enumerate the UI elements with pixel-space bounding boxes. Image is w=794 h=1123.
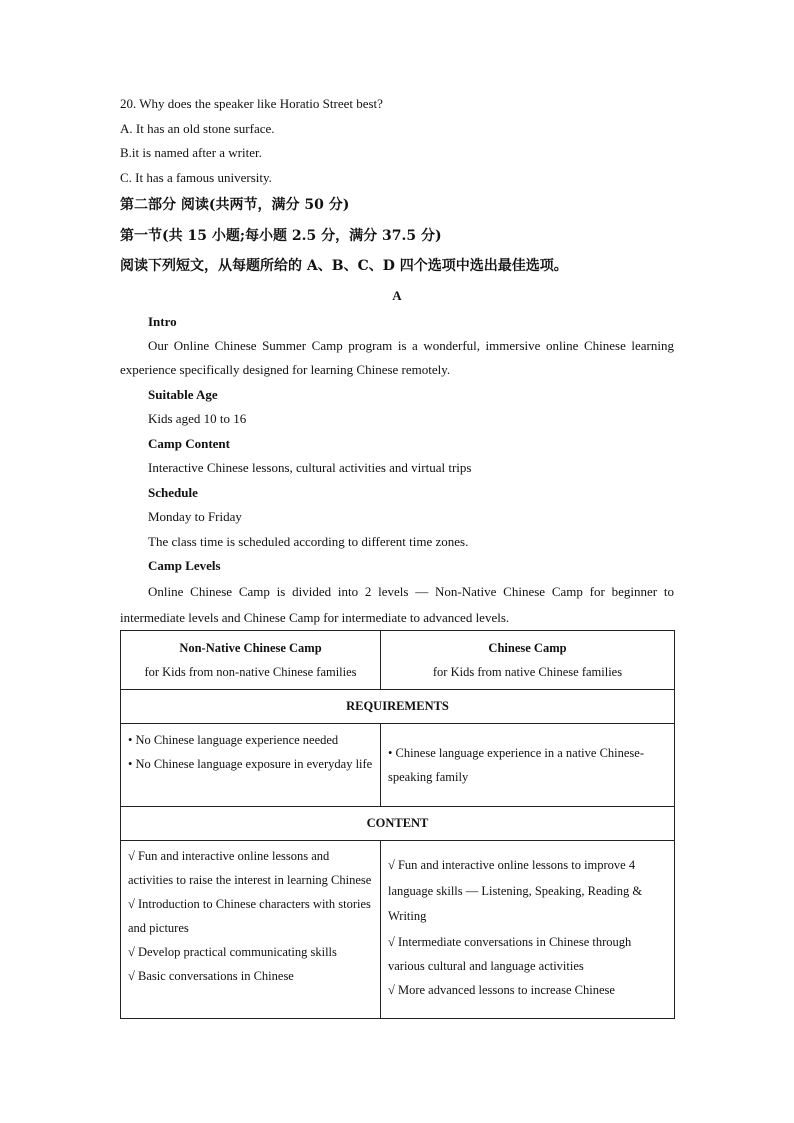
col1-header (121, 631, 381, 690)
instruction-text: 阅读下列短文，从每题所给的 A、B、C、D 四个选项中选出最佳选项。 (120, 258, 568, 274)
requirements-col1 (121, 724, 381, 807)
col1-subtitle: for Kids from non-native Chinese families (144, 665, 357, 679)
content-col1 (121, 841, 381, 1019)
schedule-days: Monday to Friday (148, 509, 242, 524)
content-label: CONTENT (121, 807, 675, 841)
intro-paragraph (120, 334, 674, 382)
table-header-row (121, 631, 675, 690)
part-two-heading: 第二部分 阅读(共两节，满分 50 分) (120, 197, 350, 213)
list-item: √ Fun and interactive online lessons to improve 4 language skills — Listening, Speaking, Reading & Writing (388, 858, 643, 923)
age-heading: Suitable Age (148, 386, 218, 402)
schedule-heading: Schedule (148, 484, 198, 500)
requirements-row (121, 724, 675, 807)
list-item: √ Develop practical communicating skills (128, 945, 337, 959)
content-col2 (381, 841, 675, 1019)
col2-subtitle: for Kids from native Chinese families (432, 665, 623, 679)
intro-heading: Intro (148, 313, 177, 329)
content-label-row (121, 807, 675, 841)
camp-comparison-table (120, 630, 675, 1019)
col2-header (381, 631, 675, 690)
list-item: √ More advanced lessons to increase Chinese (388, 982, 615, 997)
passage-label: A (392, 287, 402, 303)
list-item: • Chinese language experience in a native Chinese-speaking family (388, 746, 645, 784)
age-text: Kids aged 10 to 16 (148, 411, 247, 426)
col1-title: Non-Native Chinese Camp (179, 641, 322, 655)
list-item: √ Basic conversations in Chinese (128, 969, 294, 983)
intro-text: Our Online Chinese Summer Camp program is a wonderful, immersive online Chinese learning experience specifically designed for learning Chinese remotely. (120, 338, 674, 377)
document-page (120, 92, 674, 631)
content-text: Interactive Chinese lessons, cultural activities and virtual trips (148, 460, 472, 475)
levels-heading: Camp Levels (148, 558, 221, 573)
col2-title: Chinese Camp (488, 641, 567, 655)
list-item: • No Chinese language experience needed (128, 733, 339, 747)
list-item: √ Intermediate conversations in Chinese through various cultural and language activities (388, 934, 632, 973)
list-item: √ Introduction to Chinese characters with stories and pictures (128, 897, 371, 935)
requirements-label-row (121, 690, 675, 724)
option-b: B.it is named after a writer. (120, 145, 262, 160)
levels-text: Online Chinese Camp is divided into 2 levels — Non-Native Chinese Camp for beginner to intermediate levels and Chinese Camp for intermediate to advanced levels. (120, 583, 674, 625)
levels-paragraph (120, 579, 674, 631)
requirements-col2 (381, 724, 675, 807)
content-row (121, 841, 675, 1019)
option-a: A. It has an old stone surface. (120, 120, 275, 136)
list-item: √ Fun and interactive online lessons and activities to raise the interest in learning Chinese (128, 849, 372, 887)
requirements-label: REQUIREMENTS (121, 690, 675, 724)
content-heading: Camp Content (148, 435, 230, 451)
section-one-heading: 第一节(共 15 小题;每小题 2.5 分，满分 37.5 分) (120, 227, 442, 244)
schedule-time: The class time is scheduled according to different time zones. (148, 533, 469, 549)
option-c: C. It has a famous university. (120, 169, 272, 185)
list-item: • No Chinese language exposure in everyday life (128, 757, 373, 771)
question-20: 20. Why does the speaker like Horatio Street best? (120, 96, 383, 111)
